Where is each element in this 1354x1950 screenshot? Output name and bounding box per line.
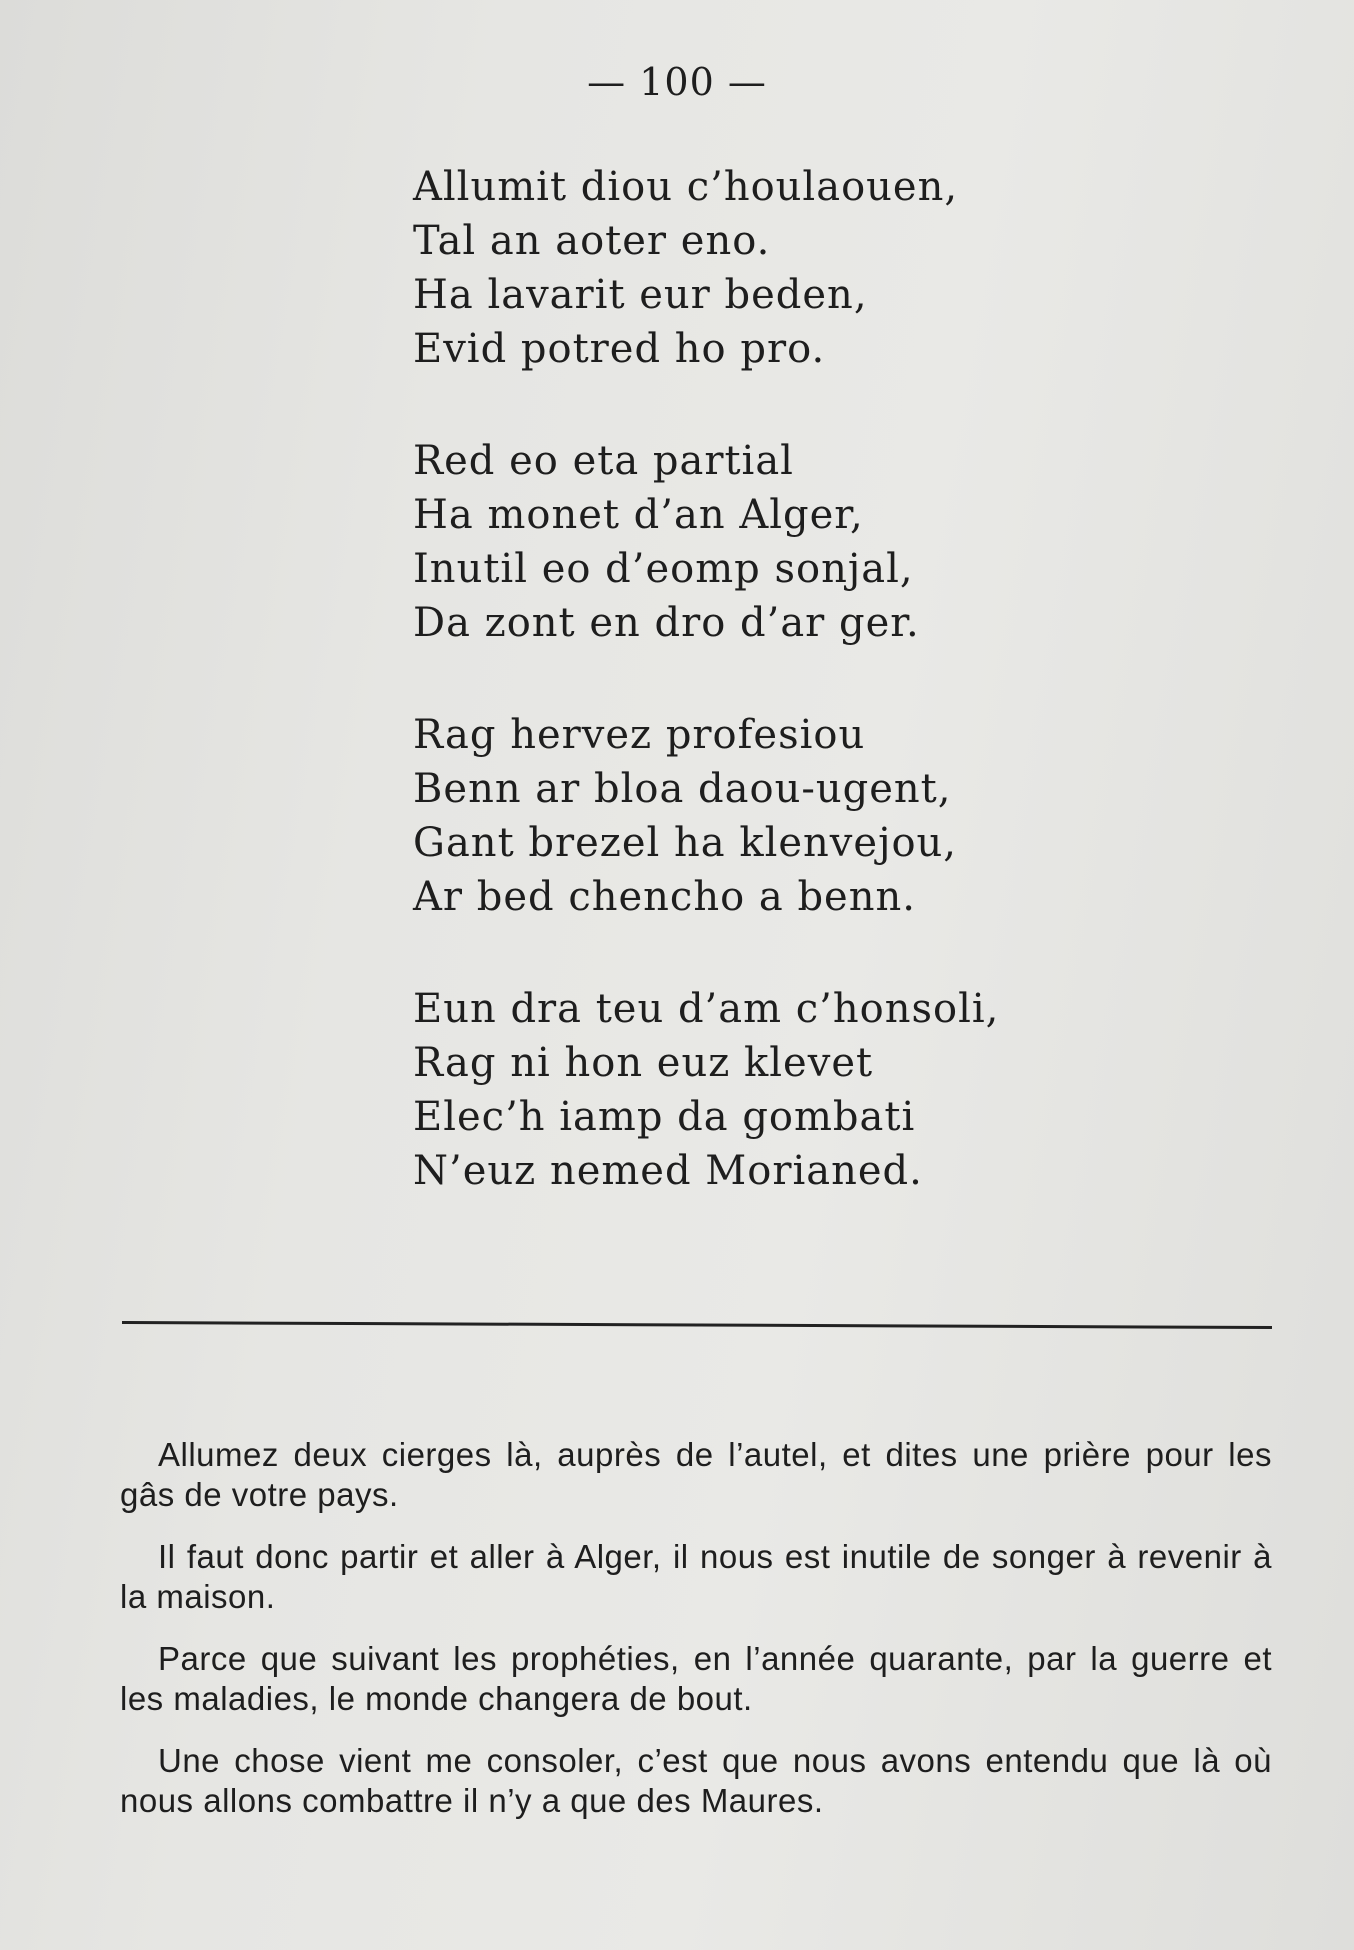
verse-line: Eun dra teu d’am c’honsoli,	[413, 986, 1000, 1032]
stanza-4	[413, 982, 1113, 1198]
verse-line: Benn ar bloa daou-ugent,	[413, 766, 952, 812]
translation-paragraph: Allumez deux cierges là, auprès de l’autel, et dites une prière pour les gâs de votre pays.	[120, 1436, 1272, 1513]
verse-line: Allumit diou c’houlaouen,	[413, 164, 959, 210]
verse-line: Gant brezel ha klenvejou,	[413, 820, 958, 866]
stanza-2	[413, 434, 1113, 650]
french-translation	[120, 1435, 1272, 1843]
page-number: — 100 —	[587, 60, 767, 104]
separator-rule	[122, 1321, 1272, 1329]
stanza-1	[413, 160, 1113, 376]
verse-line: N’euz nemed Morianed.	[413, 1148, 923, 1194]
translation-paragraph: Une chose vient me consoler, c’est que nous avons entendu que là où nous allons combattre il n’y a que des Maures.	[120, 1742, 1272, 1819]
verse-line: Ha lavarit eur beden,	[413, 272, 868, 318]
verse-line: Ha monet d’an Alger,	[413, 492, 864, 538]
breton-poem	[413, 160, 1113, 1256]
translation-paragraph: Parce que suivant les prophéties, en l’année quarante, par la guerre et les maladies, le monde changera de bout.	[120, 1640, 1272, 1717]
verse-line: Red eo eta partial	[413, 438, 794, 484]
stanza-3	[413, 708, 1113, 924]
verse-line: Evid potred ho pro.	[413, 326, 826, 372]
verse-line: Ar bed chencho a benn.	[413, 874, 916, 920]
verse-line: Rag hervez profesiou	[413, 712, 866, 758]
verse-line: Tal an aoter eno.	[413, 218, 771, 264]
verse-line: Da zont en dro d’ar ger.	[413, 600, 920, 646]
verse-line: Inutil eo d’eomp sonjal,	[413, 546, 914, 592]
verse-line: Rag ni hon euz klevet	[413, 1040, 874, 1086]
translation-paragraph: Il faut donc partir et aller à Alger, il nous est inutile de songer à revenir à la maison.	[120, 1538, 1272, 1615]
verse-line: Elec’h iamp da gombati	[413, 1094, 916, 1140]
